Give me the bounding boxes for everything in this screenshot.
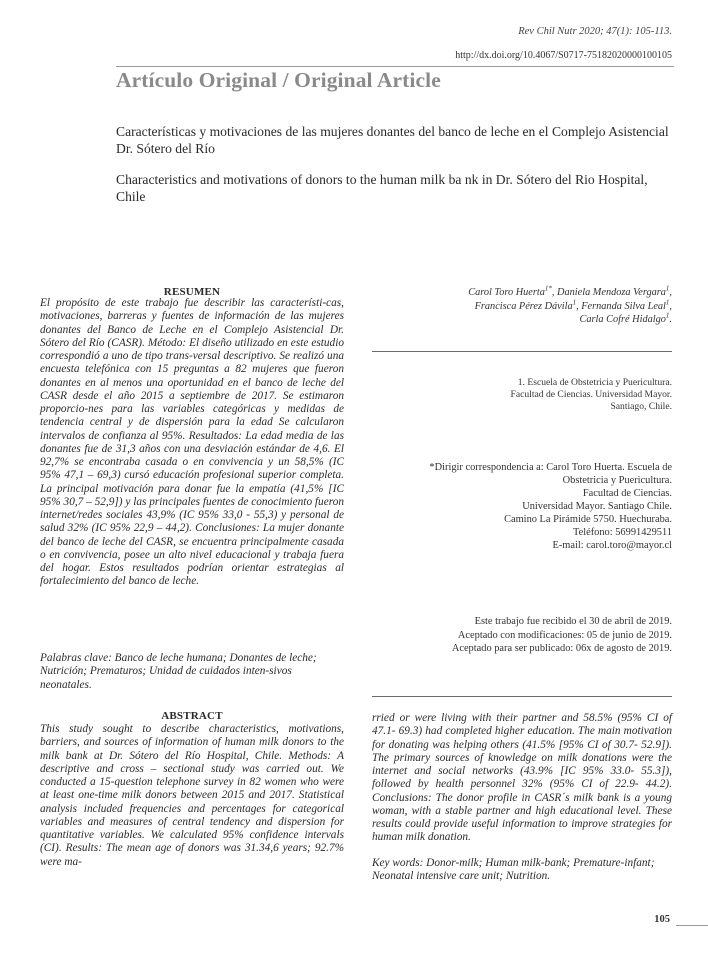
author-affil-marker: 1 xyxy=(665,311,670,320)
footer-divider xyxy=(676,925,708,926)
author-affil-marker: 1 xyxy=(572,298,577,307)
date-accepted-modifications: Aceptado con modificaciones: 05 de junio de 2019. xyxy=(457,629,672,641)
page-number: 105 xyxy=(654,914,670,925)
authors-divider xyxy=(372,351,672,352)
affiliation-line: Santiago, Chile. xyxy=(610,401,672,412)
header-divider xyxy=(116,66,674,67)
author-line-2: Francisca Pérez Dávila$^1$, Fernanda Silva Leal$^1$, xyxy=(474,298,672,312)
correspondence-email[interactable]: E-mail: carol.toro@mayor.cl xyxy=(552,540,672,551)
article-type-heading: Artículo Original / Original Article xyxy=(116,68,441,92)
submission-dates xyxy=(372,615,672,656)
affiliation-block xyxy=(372,377,672,413)
author-affil-marker: 1 xyxy=(665,284,670,293)
abstract-heading: ABSTRACT xyxy=(161,710,223,722)
date-accepted-publication: Aceptado para ser publicado: 06x de agosto de 2019. xyxy=(451,643,672,654)
author-name: Carla Cofré Hidalgo xyxy=(579,314,666,325)
affiliation-line: 1. Escuela de Obstetricia y Puericultura. xyxy=(517,377,672,388)
title-spanish: Características y motivaciones de las mujeres donantes del banco de leche en el Complejo Asistencial Dr. Sótero del Río xyxy=(116,124,669,156)
correspondence-line: Camino La Pirámide 5750. Huechuraba. xyxy=(504,514,672,525)
author-name: Daniela Mendoza Vergara xyxy=(557,287,666,298)
resumen-heading: RESUMEN xyxy=(163,286,221,298)
correspondence-line: *Dirigir correspondencia a: Carol Toro Huerta. Escuela de xyxy=(429,462,672,473)
abstract-keywords: Key words: Donor-milk; Human milk-bank; Premature-infant; Neonatal intensive care unit; Nutrition. xyxy=(372,857,655,883)
affiliation-line: Facultad de Ciencias. Universidad Mayor. xyxy=(510,389,672,400)
abstract-body-right: rried or were living with their partner and 58.5% (95% CI of 47.1- 69.3) had completed higher education. The main motivation for donating was helping others (41.5% [95% CI of 30.7- 52.9]). The primary sources of knowledge on milk donations were the internet and social networks (43.9% [IC 95% 33.0- 55.3]), followed by health personnel 32% (95% CI of 22.9- 44.2). Conclusions: The donor profile in CASR´s milk bank is a young woman, with a stable partner and high educational level. These results could provide useful information to improve strategies for human milk donation. xyxy=(372,712,672,844)
author-affil-marker: 1* xyxy=(544,284,552,293)
correspondence-line: Obstetricia y Puericultura. xyxy=(562,475,672,486)
author-affil-marker: 1 xyxy=(665,298,670,307)
correspondence-line: Universidad Mayor. Santiago Chile. xyxy=(522,501,672,512)
author-name: Carol Toro Huerta xyxy=(468,287,545,298)
title-english: Characteristics and motivations of donors to the human milk ba nk in Dr. Sótero del Rio Hospital, Chile xyxy=(116,172,648,204)
correspondence-phone: Teléfono: 56991429511 xyxy=(572,527,672,538)
correspondence-line: Facultad de Ciencias. xyxy=(582,488,672,499)
author-list xyxy=(372,286,672,327)
resumen-keywords: Palabras clave: Banco de leche humana; Donantes de leche; Nutrición; Prematuros; Unidad de cuidados inten-sivos neonatales. xyxy=(40,652,317,691)
author-line-3: Carla Cofré Hidalgo$^1$. xyxy=(579,311,672,325)
journal-reference: Rev Chil Nutr 2020; 47(1): 105-113. xyxy=(518,26,672,37)
correspondence-block xyxy=(372,461,672,552)
author-name: Francisca Pérez Dávila xyxy=(474,300,573,312)
author-line-1: Carol Toro Huerta$^{1*}$, Daniela Mendoza Vergara$^1$, xyxy=(468,284,672,298)
resumen-body: El propósito de este trabajo fue describir las característi-cas, motivaciones, barreras y fuentes de información de las mujeres donantes del Banco de Leche en el Complejo Asistencial Dr. Sótero del Río (CASR). Método: El diseño utilizado en este estudio correspondió a uno de tipo trans-versal descriptivo. Se realizó una encuesta telefónica con 15 preguntas a 82 mujeres que fueron donantes en al menos una oportunidad en el banco de leche del CASR desde el año 2015 a septiembre de 2017. Se estimaron proporcio-nes para las variables categóricas y medidas de tendencia central y de dispersión para la edad Se calcularon intervalos de confianza al 95%. Resultados: La edad media de las donantes fue de 31,3 años con una desviación estándar de 4,6. El 92,7% se encontraba casada o en convivencia y un 58,5% (IC 95% 47,1 – 69,3) cursó educación profesional superior completa. La principal motivación para donar fue la empatía (41,5% [IC 95% 30,7 – 52,9]) y las principales fuentes de conocimiento fueron internet/redes sociales 43,9% (IC 95% 33,0 - 55,3) y personal de salud 32% (IC 95% 22,9 – 44,2). Conclusiones: La mujer donante del banco de leche del CASR, se encuentra principalmente casada o en convivencia, posee un alto nivel educacional y trabaja fuera del hogar. Estos resultados podrían orientar estrategias al fortalecimiento del banco de leche. xyxy=(40,297,344,588)
date-received: Este trabajo fue recibido el 30 de abril de 2019. xyxy=(474,616,672,627)
abstract-body-left: This study sought to describe characteristics, motivations, barriers, and sources of information of human milk donors to the milk bank at Dr. Sótero del Río Hospital, Chile. Methods: A descriptive and cross – sectional study was carried out. We conducted a 15-question telephone survey in 82 women who were at least one-time milk donors between 2015 and 2017. Statistical analysis included frequencies and percentages for categorical variables and measures of central tendency and dispersion for quantitative variables. We calculated 95% confidence intervals (CI). Results: The mean age of donors was 31.34,6 years; 92.7% were ma- xyxy=(40,723,344,868)
author-name: Fernanda Silva Leal xyxy=(581,300,666,312)
dates-divider xyxy=(372,696,672,697)
doi-link[interactable]: http://dx.doi.org/10.4067/S0717-75182020000100105 xyxy=(455,50,672,61)
